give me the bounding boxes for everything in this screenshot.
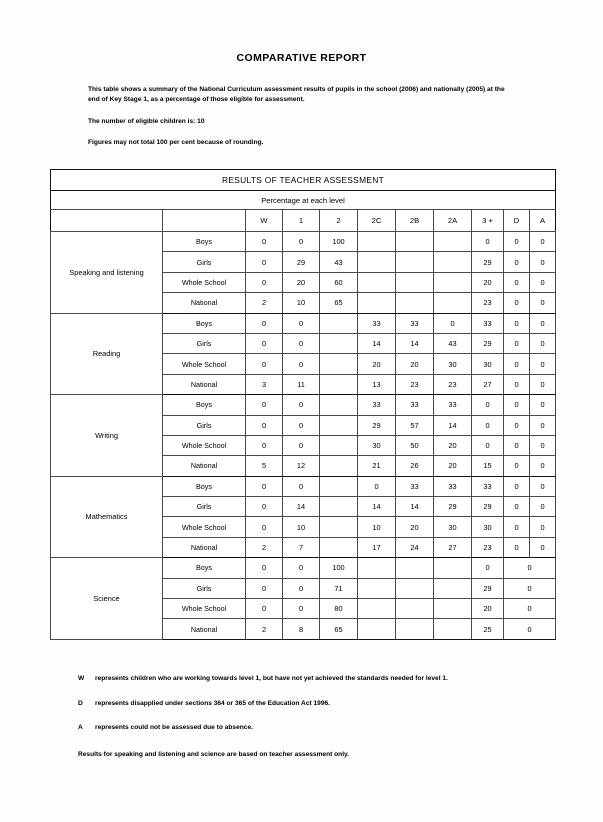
cell-level-2 bbox=[320, 374, 358, 394]
cell-level-2a bbox=[434, 272, 472, 292]
cell-level-2b: 26 bbox=[396, 456, 434, 476]
cell-level-2 bbox=[320, 456, 358, 476]
row-label: Whole School bbox=[163, 435, 246, 455]
cell-level-2b bbox=[396, 232, 434, 252]
cell-level-2b: 23 bbox=[396, 374, 434, 394]
header-subject-spacer bbox=[51, 210, 163, 232]
cell-level-2a: 27 bbox=[434, 537, 472, 557]
cell-level-1: 0 bbox=[283, 232, 320, 252]
cell-level-1: 10 bbox=[283, 517, 320, 537]
cell-level-2b bbox=[396, 578, 434, 598]
cell-level-2b bbox=[396, 252, 434, 272]
footnote-w-key: W bbox=[78, 675, 85, 682]
table-row bbox=[51, 476, 556, 496]
cell-level-2b bbox=[396, 558, 434, 578]
eligible-children-line: The number of eligible children is: 10 bbox=[88, 118, 205, 125]
cell-level-3plus: 0 bbox=[472, 435, 504, 455]
column-header-d: D bbox=[504, 210, 530, 232]
cell-level-2c: 20 bbox=[358, 354, 396, 374]
cell-level-3plus: 27 bbox=[472, 374, 504, 394]
cell-level-1: 0 bbox=[283, 578, 320, 598]
cell-level-2b: 20 bbox=[396, 354, 434, 374]
page-title: COMPARATIVE REPORT bbox=[236, 52, 367, 64]
row-label: National bbox=[163, 456, 246, 476]
cell-disapplied-absent: 0 bbox=[504, 578, 556, 598]
table-subbanner-row bbox=[51, 191, 556, 210]
cell-w: 0 bbox=[246, 558, 283, 578]
cell-level-2c: 33 bbox=[358, 313, 396, 333]
cell-level-3plus: 23 bbox=[472, 537, 504, 557]
cell-w: 0 bbox=[246, 415, 283, 435]
cell-disapplied: 0 bbox=[504, 272, 530, 292]
cell-w: 2 bbox=[246, 293, 283, 313]
subject-label-speaking-and-listening: Speaking and listening bbox=[51, 232, 163, 314]
cell-absent: 0 bbox=[530, 415, 556, 435]
cell-level-2b: 33 bbox=[396, 313, 434, 333]
row-label: Whole School bbox=[163, 517, 246, 537]
subject-label-mathematics: Mathematics bbox=[51, 476, 163, 558]
footnote-a-key: A bbox=[78, 724, 83, 731]
cell-level-1: 0 bbox=[283, 415, 320, 435]
cell-level-2b: 14 bbox=[396, 333, 434, 353]
cell-level-2b: 24 bbox=[396, 537, 434, 557]
cell-level-2b: 20 bbox=[396, 517, 434, 537]
cell-level-2 bbox=[320, 354, 358, 374]
cell-level-2a bbox=[434, 558, 472, 578]
cell-disapplied: 0 bbox=[504, 476, 530, 496]
footnote-d bbox=[78, 700, 548, 707]
cell-level-2: 65 bbox=[320, 619, 358, 639]
row-label: Whole School bbox=[163, 599, 246, 619]
row-label: Boys bbox=[163, 395, 246, 415]
cell-level-1: 0 bbox=[283, 476, 320, 496]
cell-disapplied: 0 bbox=[504, 333, 530, 353]
cell-level-3plus: 25 bbox=[472, 619, 504, 639]
cell-absent: 0 bbox=[530, 435, 556, 455]
cell-disapplied: 0 bbox=[504, 497, 530, 517]
cell-level-2c bbox=[358, 599, 396, 619]
cell-level-2a: 0 bbox=[434, 313, 472, 333]
cell-level-2: 100 bbox=[320, 232, 358, 252]
cell-level-2b bbox=[396, 293, 434, 313]
subject-label-reading: Reading bbox=[51, 313, 163, 395]
cell-level-1: 14 bbox=[283, 497, 320, 517]
cell-level-2a: 20 bbox=[434, 456, 472, 476]
cell-level-1: 0 bbox=[283, 333, 320, 353]
cell-level-2a bbox=[434, 619, 472, 639]
cell-absent: 0 bbox=[530, 497, 556, 517]
cell-level-3plus: 0 bbox=[472, 558, 504, 578]
column-header-2: 2 bbox=[320, 210, 358, 232]
cell-level-3plus: 20 bbox=[472, 272, 504, 292]
cell-level-2: 71 bbox=[320, 578, 358, 598]
column-header-2a: 2A bbox=[434, 210, 472, 232]
cell-level-2: 100 bbox=[320, 558, 358, 578]
row-label: Girls bbox=[163, 497, 246, 517]
cell-level-3plus: 29 bbox=[472, 497, 504, 517]
row-label: National bbox=[163, 619, 246, 639]
cell-level-2a bbox=[434, 232, 472, 252]
cell-absent: 0 bbox=[530, 333, 556, 353]
cell-level-2c bbox=[358, 578, 396, 598]
cell-level-2c: 30 bbox=[358, 435, 396, 455]
cell-w: 0 bbox=[246, 395, 283, 415]
column-header-a: A bbox=[530, 210, 556, 232]
cell-level-1: 0 bbox=[283, 599, 320, 619]
cell-level-2 bbox=[320, 333, 358, 353]
row-label: Boys bbox=[163, 232, 246, 252]
cell-w: 3 bbox=[246, 374, 283, 394]
cell-absent: 0 bbox=[530, 517, 556, 537]
cell-level-2b: 57 bbox=[396, 415, 434, 435]
cell-absent: 0 bbox=[530, 313, 556, 333]
cell-level-1: 0 bbox=[283, 354, 320, 374]
cell-absent: 0 bbox=[530, 354, 556, 374]
cell-level-2: 43 bbox=[320, 252, 358, 272]
table-subbanner: Percentage at each level bbox=[51, 191, 556, 210]
cell-w: 5 bbox=[246, 456, 283, 476]
cell-level-3plus: 23 bbox=[472, 293, 504, 313]
cell-absent: 0 bbox=[530, 537, 556, 557]
cell-level-2c bbox=[358, 558, 396, 578]
cell-level-2a: 30 bbox=[434, 517, 472, 537]
table-row bbox=[51, 313, 556, 333]
cell-level-2c: 13 bbox=[358, 374, 396, 394]
table-row bbox=[51, 558, 556, 578]
cell-level-1: 0 bbox=[283, 395, 320, 415]
cell-level-3plus: 0 bbox=[472, 415, 504, 435]
cell-w: 0 bbox=[246, 599, 283, 619]
cell-level-2a: 29 bbox=[434, 497, 472, 517]
cell-level-2b: 14 bbox=[396, 497, 434, 517]
cell-disapplied: 0 bbox=[504, 456, 530, 476]
cell-level-2 bbox=[320, 435, 358, 455]
row-label: Whole School bbox=[163, 272, 246, 292]
subject-label-writing: Writing bbox=[51, 395, 163, 477]
footnote-w-text: represents children who are working towards level 1, but have not yet achieved the standards needed for level 1. bbox=[95, 675, 448, 682]
row-label: National bbox=[163, 537, 246, 557]
cell-level-2c bbox=[358, 252, 396, 272]
column-header-1: 1 bbox=[283, 210, 320, 232]
row-label: Girls bbox=[163, 252, 246, 272]
cell-disapplied: 0 bbox=[504, 354, 530, 374]
cell-level-3plus: 29 bbox=[472, 333, 504, 353]
cell-level-2 bbox=[320, 313, 358, 333]
cell-absent: 0 bbox=[530, 252, 556, 272]
cell-absent: 0 bbox=[530, 293, 556, 313]
cell-w: 0 bbox=[246, 333, 283, 353]
subject-label-science: Science bbox=[51, 558, 163, 640]
cell-w: 0 bbox=[246, 497, 283, 517]
table-banner: RESULTS OF TEACHER ASSESSMENT bbox=[51, 170, 556, 191]
cell-level-2b: 33 bbox=[396, 476, 434, 496]
cell-absent: 0 bbox=[530, 456, 556, 476]
cell-level-3plus: 33 bbox=[472, 476, 504, 496]
cell-level-2c bbox=[358, 293, 396, 313]
cell-level-2b bbox=[396, 619, 434, 639]
cell-level-2c bbox=[358, 272, 396, 292]
intro-paragraph: This table shows a summary of the National Curriculum assessment results of pupils in the school (2006) and nationally (2005) at the end of Key Stage 1, as a percentage of those eligible for assessment. bbox=[88, 86, 505, 104]
cell-level-1: 20 bbox=[283, 272, 320, 292]
cell-w: 0 bbox=[246, 232, 283, 252]
cell-w: 2 bbox=[246, 537, 283, 557]
cell-level-2c bbox=[358, 619, 396, 639]
cell-disapplied: 0 bbox=[504, 293, 530, 313]
cell-absent: 0 bbox=[530, 374, 556, 394]
cell-level-2c bbox=[358, 232, 396, 252]
cell-w: 2 bbox=[246, 619, 283, 639]
column-header-2c: 2C bbox=[358, 210, 396, 232]
cell-level-2c: 14 bbox=[358, 333, 396, 353]
cell-disapplied: 0 bbox=[504, 537, 530, 557]
cell-absent: 0 bbox=[530, 395, 556, 415]
row-label: Boys bbox=[163, 558, 246, 578]
footnote-a-text: represents could not be assessed due to absence. bbox=[95, 724, 253, 731]
cell-disapplied: 0 bbox=[504, 435, 530, 455]
cell-level-2a bbox=[434, 252, 472, 272]
cell-level-2c: 33 bbox=[358, 395, 396, 415]
cell-level-3plus: 29 bbox=[472, 578, 504, 598]
header-group-spacer bbox=[163, 210, 246, 232]
cell-level-2 bbox=[320, 497, 358, 517]
cell-level-1: 0 bbox=[283, 435, 320, 455]
footnote-w bbox=[78, 675, 548, 682]
cell-level-2a: 23 bbox=[434, 374, 472, 394]
cell-level-2c: 0 bbox=[358, 476, 396, 496]
footnote-d-text: represents disapplied under sections 364 or 365 of the Education Act 1996. bbox=[95, 700, 331, 707]
cell-level-1: 7 bbox=[283, 537, 320, 557]
cell-level-2 bbox=[320, 537, 358, 557]
cell-w: 0 bbox=[246, 578, 283, 598]
cell-level-3plus: 0 bbox=[472, 232, 504, 252]
cell-level-2c: 10 bbox=[358, 517, 396, 537]
row-label: Girls bbox=[163, 415, 246, 435]
cell-level-1: 11 bbox=[283, 374, 320, 394]
cell-disapplied: 0 bbox=[504, 395, 530, 415]
cell-w: 0 bbox=[246, 517, 283, 537]
table-column-header-row bbox=[51, 210, 556, 232]
cell-w: 0 bbox=[246, 354, 283, 374]
cell-level-2 bbox=[320, 415, 358, 435]
cell-disapplied: 0 bbox=[504, 252, 530, 272]
cell-level-2a: 33 bbox=[434, 476, 472, 496]
cell-disapplied-absent: 0 bbox=[504, 558, 556, 578]
cell-level-2b: 33 bbox=[396, 395, 434, 415]
row-label: Whole School bbox=[163, 354, 246, 374]
cell-level-2a: 30 bbox=[434, 354, 472, 374]
table-row bbox=[51, 232, 556, 252]
cell-w: 0 bbox=[246, 272, 283, 292]
cell-level-2: 65 bbox=[320, 293, 358, 313]
comparative-results-table bbox=[50, 169, 556, 640]
cell-disapplied: 0 bbox=[504, 313, 530, 333]
cell-level-2a: 33 bbox=[434, 395, 472, 415]
cell-absent: 0 bbox=[530, 232, 556, 252]
cell-level-2 bbox=[320, 517, 358, 537]
cell-absent: 0 bbox=[530, 476, 556, 496]
table-row bbox=[51, 395, 556, 415]
column-header-3: 3 + bbox=[472, 210, 504, 232]
cell-level-3plus: 29 bbox=[472, 252, 504, 272]
footnote-d-key: D bbox=[78, 700, 83, 707]
cell-w: 0 bbox=[246, 252, 283, 272]
cell-level-3plus: 33 bbox=[472, 313, 504, 333]
cell-level-2b bbox=[396, 272, 434, 292]
cell-disapplied: 0 bbox=[504, 517, 530, 537]
cell-level-3plus: 0 bbox=[472, 395, 504, 415]
cell-level-2 bbox=[320, 395, 358, 415]
cell-level-2c: 14 bbox=[358, 497, 396, 517]
cell-level-2a bbox=[434, 293, 472, 313]
cell-level-3plus: 15 bbox=[472, 456, 504, 476]
column-header-2b: 2B bbox=[396, 210, 434, 232]
row-label: National bbox=[163, 374, 246, 394]
cell-level-1: 0 bbox=[283, 558, 320, 578]
cell-w: 0 bbox=[246, 435, 283, 455]
cell-disapplied: 0 bbox=[504, 374, 530, 394]
cell-level-1: 0 bbox=[283, 313, 320, 333]
cell-level-2: 80 bbox=[320, 599, 358, 619]
footnote-a bbox=[78, 724, 548, 731]
cell-level-2 bbox=[320, 476, 358, 496]
cell-level-3plus: 30 bbox=[472, 354, 504, 374]
cell-level-3plus: 20 bbox=[472, 599, 504, 619]
row-label: Girls bbox=[163, 578, 246, 598]
row-label: Boys bbox=[163, 476, 246, 496]
cell-level-2a: 20 bbox=[434, 435, 472, 455]
cell-level-1: 29 bbox=[283, 252, 320, 272]
cell-w: 0 bbox=[246, 476, 283, 496]
cell-w: 0 bbox=[246, 313, 283, 333]
row-label: Boys bbox=[163, 313, 246, 333]
table-banner-row bbox=[51, 170, 556, 191]
cell-disapplied-absent: 0 bbox=[504, 599, 556, 619]
cell-level-3plus: 30 bbox=[472, 517, 504, 537]
cell-disapplied-absent: 0 bbox=[504, 619, 556, 639]
cell-level-2b bbox=[396, 599, 434, 619]
cell-level-2a: 14 bbox=[434, 415, 472, 435]
row-label: National bbox=[163, 293, 246, 313]
cell-level-2a: 43 bbox=[434, 333, 472, 353]
cell-level-1: 10 bbox=[283, 293, 320, 313]
cell-level-1: 8 bbox=[283, 619, 320, 639]
cell-level-1: 12 bbox=[283, 456, 320, 476]
cell-level-2c: 17 bbox=[358, 537, 396, 557]
cell-level-2: 60 bbox=[320, 272, 358, 292]
cell-level-2a bbox=[434, 599, 472, 619]
cell-level-2c: 29 bbox=[358, 415, 396, 435]
cell-disapplied: 0 bbox=[504, 415, 530, 435]
footnote-closing: Results for speaking and listening and science are based on teacher assessment only. bbox=[78, 751, 350, 758]
cell-level-2a bbox=[434, 578, 472, 598]
cell-disapplied: 0 bbox=[504, 232, 530, 252]
cell-level-2b: 50 bbox=[396, 435, 434, 455]
cell-level-2c: 21 bbox=[358, 456, 396, 476]
column-header-w: W bbox=[246, 210, 283, 232]
cell-absent: 0 bbox=[530, 272, 556, 292]
row-label: Girls bbox=[163, 333, 246, 353]
rounding-note: Figures may not total 100 per cent because of rounding. bbox=[88, 139, 264, 146]
